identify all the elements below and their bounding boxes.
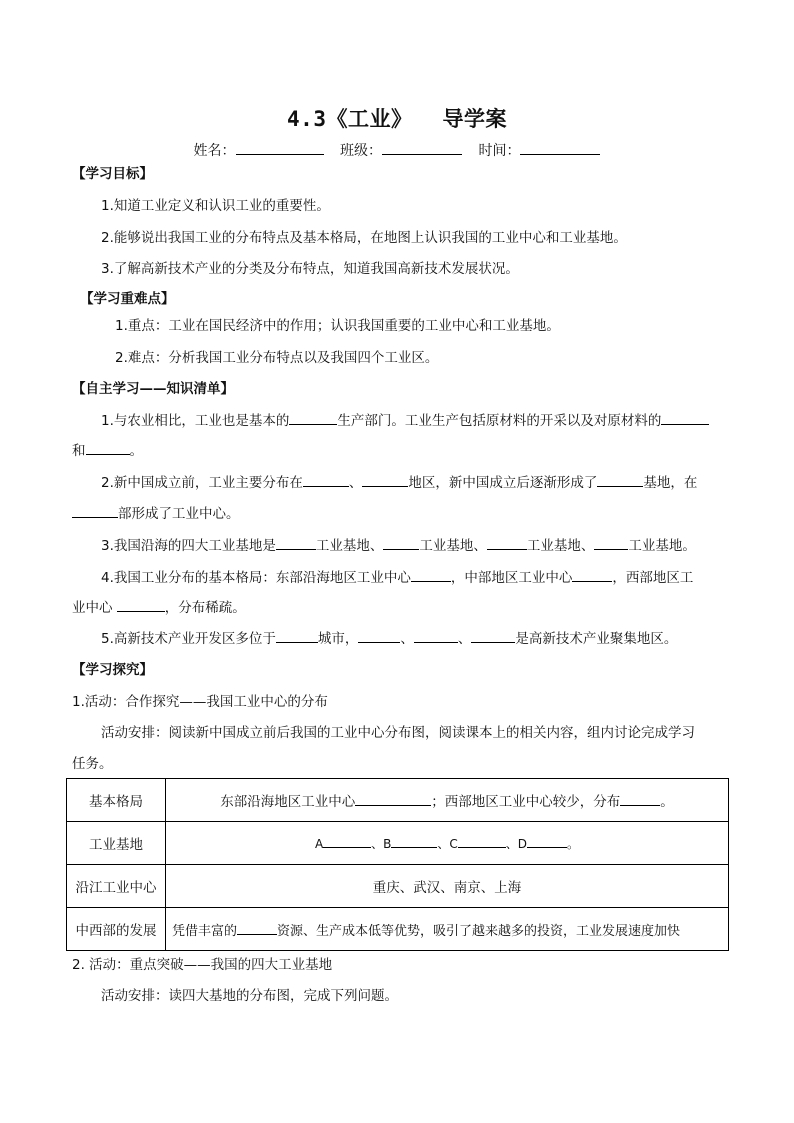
table-row [67,908,729,951]
q4-text: ，西部地区工 [612,570,694,586]
question-1 [101,411,722,431]
fill-blank[interactable] [661,412,709,425]
q4-text: ，分布稀疏。 [164,600,246,616]
table-label-cell: 基本格局 [67,779,166,822]
fill-blank[interactable] [458,835,506,848]
cell-text: 。 [567,836,580,851]
fill-blank[interactable] [391,835,437,848]
objectives-heading: 【学习目标】 [72,166,153,182]
time-field[interactable] [478,143,600,159]
fill-blank[interactable] [471,630,515,643]
student-info-line [0,140,794,160]
fill-blank[interactable] [237,922,277,935]
question-4 [101,568,722,588]
cell-text: ；西部地区工业中心较少，分布 [431,794,621,810]
title-main: 4.3《工业》 [287,107,413,131]
cell-text: 资源、生产成本低等优势，吸引了越来越多的投资，工业发展速度加快 [277,923,681,939]
table-value-cell [166,822,729,865]
cell-text: 东部沿海地区工业中心 [220,794,356,810]
time-label: 时间： [478,143,521,159]
objective-item: 1.知道工业定义和认识工业的重要性。 [101,198,330,214]
table-label-cell: 工业基地 [67,822,166,865]
question-1-cont [72,441,722,461]
q5-text: 是高新技术产业聚集地区。 [515,631,678,647]
q1-text: 。 [129,443,143,459]
fill-blank[interactable] [358,630,400,643]
activity-2-title: 2. 活动：重点突破——我国的四大工业基地 [72,957,333,973]
cell-text: 、B [371,836,392,851]
q1-text: 和 [72,443,86,459]
fill-blank[interactable] [527,835,567,848]
fill-blank[interactable] [383,537,419,550]
cell-text: 凭借丰富的 [172,923,238,939]
name-blank[interactable] [236,142,324,155]
question-3 [101,536,722,556]
class-blank[interactable] [382,142,462,155]
fill-blank[interactable] [597,474,643,487]
industry-table [66,778,729,951]
table-label-cell: 沿江工业中心 [67,865,166,908]
fill-blank[interactable] [117,599,165,612]
table-row [67,865,729,908]
fill-blank[interactable] [487,537,527,550]
keypoint-item: 2.难点：分析我国工业分布特点以及我国四个工业区。 [115,350,439,366]
q3-text: 工业基地、 [526,538,595,554]
cell-text: 、D [505,836,528,851]
name-field[interactable] [194,143,324,159]
title-sub: 导学案 [442,107,507,131]
q5-text: 、 [457,631,472,647]
selfstudy-heading: 【自主学习——知识清单】 [72,381,234,397]
cell-text: 、C [437,836,458,851]
page-title [0,103,794,133]
q5-text: 、 [400,631,414,647]
question-5 [101,629,722,649]
explore-heading: 【学习探究】 [72,662,153,678]
table-row [67,779,729,822]
fill-blank[interactable] [276,630,318,643]
q4-text: 业中心 [72,600,113,616]
q2-text: 2.新中国成立前，工业主要分布在 [101,475,303,491]
q3-text: 工业基地。 [628,538,696,554]
objective-item: 2.能够说出我国工业的分布特点及基本格局，在地图上认识我国的工业中心和工业基地。 [101,230,627,246]
table-value-cell: 重庆、武汉、南京、上海 [166,865,729,908]
table-value-cell [166,779,729,822]
class-field[interactable] [340,143,462,159]
q3-text: 3.我国沿海的四大工业基地是 [101,538,276,554]
fill-blank[interactable] [362,474,408,487]
q2-text: 基地，在 [643,475,698,491]
activity-2-arrangement: 活动安排：读四大基地的分布图，完成下列问题。 [101,988,398,1004]
cell-text: A [314,836,324,851]
fill-blank[interactable] [289,412,337,425]
fill-blank[interactable] [276,537,316,550]
class-label: 班级： [340,143,382,159]
question-4-cont [72,598,722,618]
fill-blank[interactable] [72,505,118,518]
fill-blank[interactable] [411,569,451,582]
fill-blank[interactable] [594,537,628,550]
q3-text: 工业基地、 [315,538,384,554]
name-label: 姓名： [193,143,236,159]
fill-blank[interactable] [620,793,660,806]
fill-blank[interactable] [572,569,612,582]
activity-1-arrangement: 活动安排：阅读新中国成立前后我国的工业中心分布图，阅读课本上的相关内容，组内讨论完成学习 [101,725,695,741]
activity-1-title: 1.活动：合作探究——我国工业中心的分布 [72,694,328,710]
q2-text: 地区，新中国成立后逐渐形成了 [408,475,598,491]
cell-text: 。 [660,794,674,810]
q3-text: 工业基地、 [419,538,487,554]
q2-text: 、 [348,475,363,491]
fill-blank[interactable] [355,793,431,806]
fill-blank[interactable] [303,474,349,487]
q1-text: 生产部门。工业生产包括原材料的开采以及对原材料的 [337,413,662,429]
question-2-cont [72,504,722,524]
fill-blank[interactable] [414,630,458,643]
fill-blank[interactable] [323,835,371,848]
q5-text: 城市， [317,631,359,647]
table-label-cell: 中西部的发展 [67,908,166,951]
keypoints-heading: 【学习重难点】 [80,291,175,307]
table-row [67,822,729,865]
fill-blank[interactable] [86,442,130,455]
question-2 [101,473,722,493]
time-blank[interactable] [520,142,600,155]
q2-text: 部形成了工业中心。 [118,506,240,522]
objective-item: 3.了解高新技术产业的分类及分布特点，知道我国高新技术发展状况。 [101,261,519,277]
keypoint-item: 1.重点：工业在国民经济中的作用；认识我国重要的工业中心和工业基地。 [115,318,560,334]
q5-text: 5.高新技术产业开发区多位于 [101,631,276,647]
q1-text: 1.与农业相比，工业也是基本的 [101,413,290,429]
table-value-cell [166,908,729,951]
activity-1-arrangement-cont: 任务。 [72,756,113,772]
q4-text: 4.我国工业分布的基本格局：东部沿海地区工业中心 [101,570,411,586]
q4-text: ，中部地区工业中心 [450,570,573,586]
